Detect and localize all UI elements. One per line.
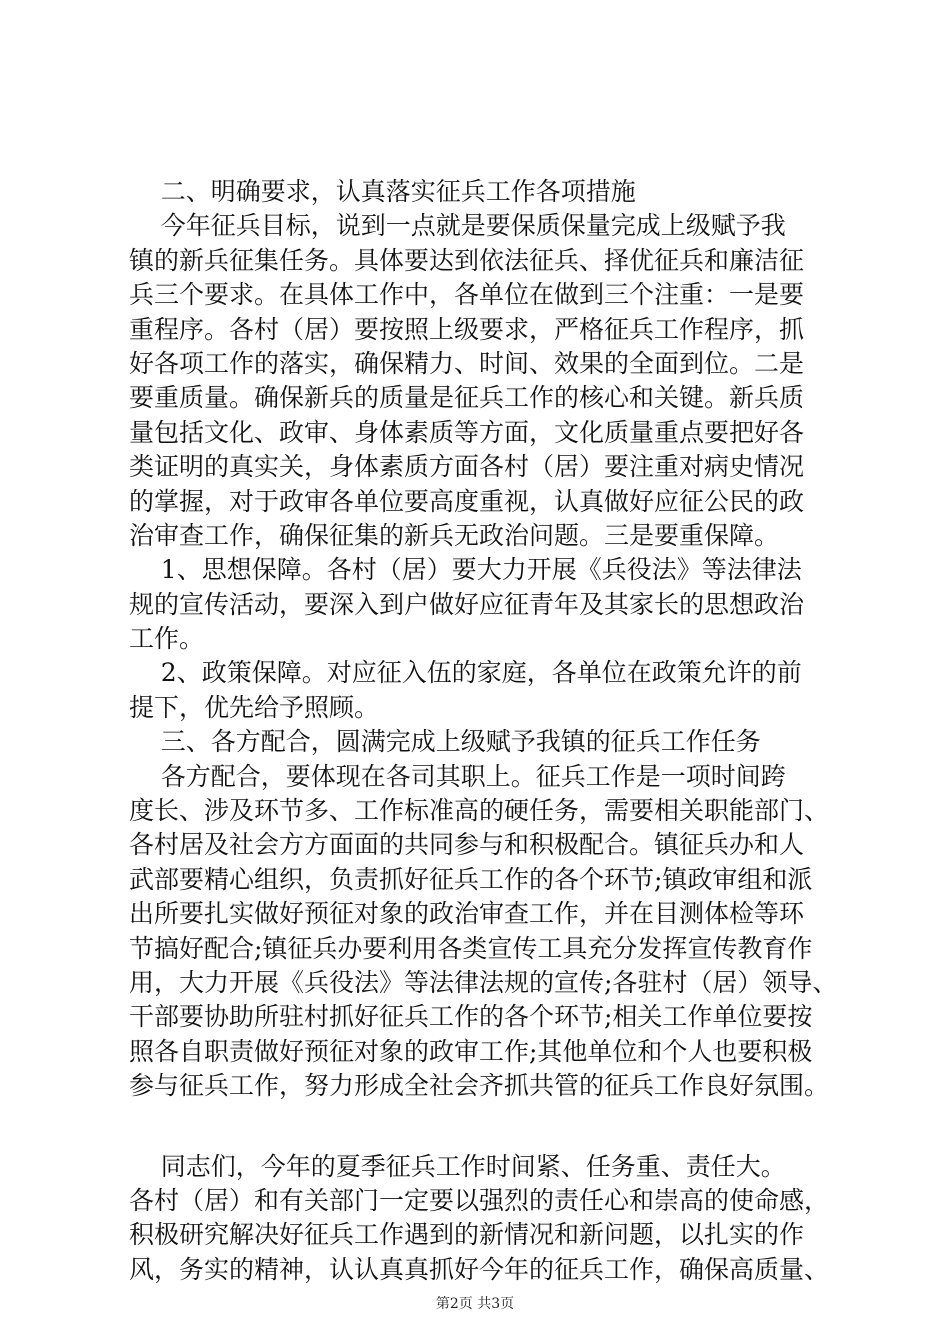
closing-paragraph — [129, 1150, 851, 1288]
text-line: 好各项工作的落实，确保精力、时间、效果的全面到位。二是 — [129, 348, 805, 378]
text-line: 重程序。各村（居）要按照上级要求，严格征兵工作程序，抓 — [129, 314, 805, 344]
text-line: 1、思想保障。各村（居）要大力开展《兵役法》等法律法 — [129, 555, 802, 585]
text-line: 2、政策保障。对应征入伍的家庭，各单位在政策允许的前 — [129, 658, 802, 688]
text-line: 三、各方配合，圆满完成上级赋予我镇的征兵工作任务 — [129, 727, 761, 757]
text-line: 积极研究解决好征兵工作遇到的新情况和新问题，以扎实的作 — [129, 1220, 805, 1250]
text-line: 同志们，今年的夏季征兵工作时间紧、任务重、责任大。 — [129, 1151, 786, 1181]
text-line: 兵三个要求。在具体工作中，各单位在做到三个注重：一是要 — [129, 280, 805, 310]
text-line: 治审查工作，确保征集的新兵无政治问题。三是要重保障。 — [129, 520, 780, 550]
text-line: 要重质量。确保新兵的质量是征兵工作的核心和关键。新兵质 — [129, 383, 805, 413]
text-line: 各方配合，要体现在各司其职上。征兵工作是一项时间跨 — [129, 761, 786, 791]
text-line: 用，大力开展《兵役法》等法律法规的宣传;各驻村（居）领导、 — [129, 967, 838, 997]
text-line: 二、明确要求，认真落实征兵工作各项措施 — [129, 177, 636, 206]
text-line: 出所要扎实做好预征对象的政治审查工作，并在目测体检等环 — [129, 899, 805, 929]
text-line: 各村（居）和有关部门一定要以强烈的责任心和崇高的使命感， — [129, 1185, 830, 1215]
main-paragraphs — [129, 175, 851, 1104]
text-line: 节搞好配合;镇征兵办要利用各类宣传工具充分发挥宣传教育作 — [129, 933, 813, 963]
text-line: 风，务实的精神，认认真真抓好今年的征兵工作，确保高质量、 — [129, 1254, 830, 1284]
text-line: 武部要精心组织，负责抓好征兵工作的各个环节;镇政审组和派 — [129, 864, 813, 894]
text-line: 干部要协助所驻村抓好征兵工作的各个环节;相关工作单位要按 — [129, 1002, 813, 1032]
text-line: 规的宣传活动，要深入到户做好应征青年及其家长的思想政治 — [129, 589, 805, 619]
text-line: 今年征兵目标，说到一点就是要保质保量完成上级赋予我 — [129, 211, 786, 241]
text-line: 度长、涉及环节多、工作标准高的硬任务，需要相关职能部门、 — [129, 796, 830, 826]
text-line: 类证明的真实关，身体素质方面各村（居）要注重对病史情况 — [129, 452, 805, 482]
text-line: 各村居及社会方方面面的共同参与和积极配合。镇征兵办和人 — [129, 830, 805, 860]
page-footer: 第2页 共3页 — [435, 1296, 515, 1312]
text-line: 的掌握，对于政审各单位要高度重视，认真做好应征公民的政 — [129, 486, 805, 516]
text-line: 参与征兵工作，努力形成全社会齐抓共管的征兵工作良好氛围。 — [129, 1071, 830, 1101]
paragraph-gap — [129, 1104, 851, 1150]
text-line: 提下，优先给予照顾。 — [129, 692, 380, 722]
document-body — [129, 175, 851, 1287]
text-line: 照各自职责做好预征对象的政审工作;其他单位和个人也要积极 — [129, 1036, 813, 1066]
text-line: 镇的新兵征集任务。具体要达到依法征兵、择优征兵和廉洁征 — [129, 245, 805, 275]
text-line: 工作。 — [129, 624, 205, 654]
text-line: 量包括文化、政审、身体素质等方面，文化质量重点要把好各 — [129, 417, 805, 447]
